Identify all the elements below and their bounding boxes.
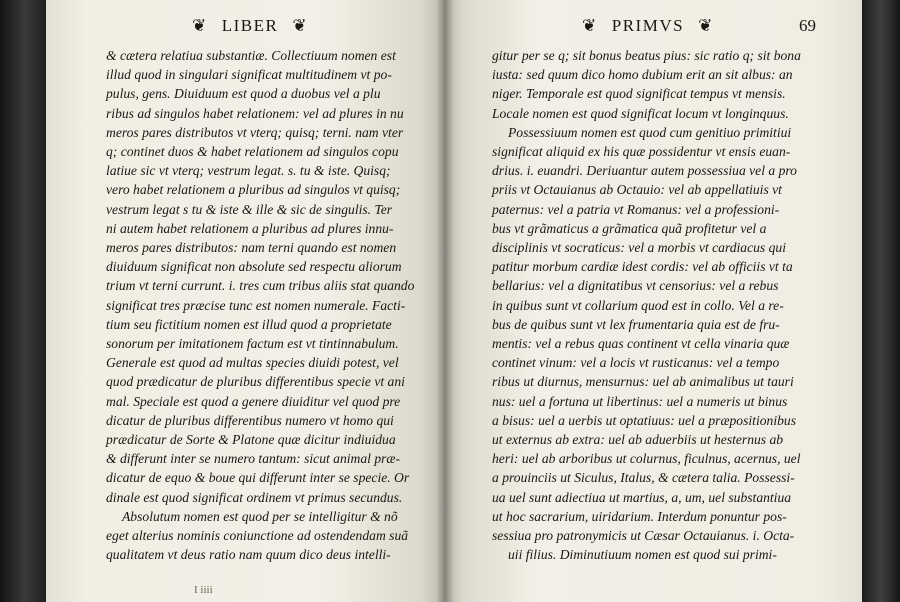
text-line: trium vt terni currunt. i. tres cum tribus aliis stat quando	[106, 278, 415, 294]
text-line: bellarius: vel a dignitatibus vt censorius: vel a rebus	[492, 278, 779, 294]
text-line: a prouinciis ut Siculus, Italus, & cætera talia. Possessi-	[492, 470, 795, 486]
text-line: heri: uel ab arboribus ut colurnus, ficulnus, acernus, uel	[492, 451, 801, 467]
text-line: bus de quibus sunt vt lex frumentaria quia est de fru-	[492, 316, 780, 332]
text-line: ut hoc sacrarium, uiridarium. Interdum ponuntur pos-	[492, 508, 787, 524]
text-line: in quibus sunt vt collarium quod est in collo. Vel a re-	[492, 297, 784, 313]
book-binding-right	[862, 0, 900, 602]
text-line: quod prædicatur de pluribus differentibus specie vt ani	[106, 374, 405, 390]
text-line: iusta: sed quum dico homo dubium erit an sit albus: an	[492, 67, 793, 83]
fleuron-ornament-icon: ❦	[698, 16, 714, 35]
text-line: ni autem habet relationem a pluribus ad plures innu-	[106, 220, 394, 236]
left-page	[46, 0, 444, 602]
text-line: patitur morbum cardiæ idest cordis: vel ab officiis vt ta	[492, 259, 793, 275]
text-line: niger. Temporale est quod significat tempus vt mensis.	[492, 86, 786, 102]
book-gutter	[436, 0, 454, 602]
left-running-head-title: LIBER	[221, 16, 279, 35]
fleuron-ornament-icon: ❦	[192, 16, 208, 35]
text-line: Possessiuum nomen est quod cum genitiuo primitiui	[508, 124, 792, 140]
text-line: vestrum legat s tu & iste & ille & sic de singulis. Ter	[106, 201, 393, 217]
text-line: priis vt Octauianus ab Octauio: vel ab appellatiuis vt	[492, 182, 782, 198]
text-line: tium seu fictitium nomen est illud quod a proprietate	[106, 316, 392, 332]
text-line: eget alterius nominis coniunctione ad ostendendam suã	[106, 528, 409, 544]
right-running-head	[492, 6, 822, 46]
text-line: Generale est quod ad multas species diuidi potest, vel	[106, 355, 399, 371]
text-line: uii filius. Diminutiuum nomen est quod sui primi-	[508, 547, 777, 563]
folio-number: 69	[799, 16, 816, 35]
text-line: gitur per se q; sit bonus beatus pius: sic ratio q; sit bona	[492, 48, 801, 63]
text-line: sonorum per imitationem factum est vt tintinnabulum.	[106, 336, 399, 352]
printer-signature: I iiii	[194, 584, 213, 596]
text-line: disciplinis vt socraticus: vel a morbis vt cardiacus qui	[492, 240, 786, 256]
text-line: Absolutum nomen est quod per se intelligitur & nõ	[122, 508, 398, 524]
text-line: ribus ut diurnus, mensurnus: uel ab animalibus ut tauri	[492, 374, 794, 390]
text-line: meros pares distributos vt vterq; quisq; terni. nam vter	[106, 124, 404, 140]
text-line: pulus, gens. Diuiduum est quod a duobus vel a plu	[106, 86, 381, 102]
text-line: mentis: vel a rebus quas continent vt cella vinaria quæ	[492, 336, 790, 352]
text-line: significat aliquid ex his quæ possidentur vt ensis euan-	[492, 144, 791, 160]
text-line: & differunt inter se numero tantum: sicut animal præ-	[106, 451, 401, 467]
text-line: qualitatem vt deus ratio nam quum dico deus intelli-	[106, 547, 391, 563]
text-line: a bisus: uel a uerbis ut optatiuus: uel a præpositionibus	[492, 412, 796, 428]
text-line: sessiua pro patronymicis ut Cæsar Octauianus. i. Octa-	[492, 528, 795, 544]
text-line: meros pares distributos: nam terni quando est nomen	[106, 240, 397, 256]
text-line: illud quod in singulari significat multitudinem vt po-	[106, 67, 392, 83]
text-line: dicatur de pluribus differentibus numero vt homo qui	[106, 412, 394, 428]
text-line: ribus ad singulos habet relationem: vel ad plures in nu	[106, 105, 404, 121]
text-line: Locale nomen est quod significat locum vt longinquus.	[492, 105, 789, 121]
fleuron-ornament-icon: ❦	[582, 16, 598, 35]
text-line: nus: uel a fortuna ut libertinus: uel a numeris ut binus	[492, 393, 788, 409]
text-line: significat tres præcise tunc est nomen numerale. Facti-	[106, 297, 406, 313]
text-line: vero habet relationem a pluribus ad singulos vt quisq;	[106, 182, 401, 198]
text-line: ut externus ab extra: uel ab aduerbiis ut hesternus ab	[492, 432, 784, 448]
right-page	[444, 0, 862, 602]
left-page-text	[106, 46, 428, 564]
right-page-text	[492, 46, 822, 564]
left-running-head	[106, 6, 428, 46]
text-line: continet vinum: vel a locis vt rusticanus: vel a tempo	[492, 355, 780, 371]
text-line: prædicatur de Sorte & Platone quæ dicitur indiuidua	[106, 432, 396, 448]
text-line: drius. i. euandri. Deriuantur autem possessiua vel a pro	[492, 163, 797, 179]
fleuron-ornament-icon: ❦	[292, 16, 309, 35]
right-running-head-title: PRIMVS	[611, 16, 685, 35]
text-line: ua uel sunt adiectiua ut martius, a, um, uel substantiua	[492, 489, 792, 505]
text-line: dinale est quod significat ordinem vt primus secundus.	[106, 489, 403, 505]
text-line: paternus: vel a patria vt Romanus: vel a professioni-	[492, 201, 780, 217]
text-line: dicatur de equo & boue qui differunt inter se specie. Or	[106, 470, 410, 486]
text-line: latiue sic vt vterq; vestrum legat. s. tu & iste. Quisq;	[106, 163, 391, 179]
text-line: & cætera relatiua substantiæ. Collectiuum nomen est	[106, 48, 396, 63]
book-binding-left	[0, 0, 46, 602]
text-line: mal. Speciale est quod a genere diuiditur vel quod pre	[106, 393, 401, 409]
text-line: diuiduum significat non absolute sed respectu aliorum	[106, 259, 402, 275]
text-line: bus vt grãmaticus a grãmatica quã profitetur vel a	[492, 220, 767, 236]
text-line: q; continet duos & habet relationem ad singulos copu	[106, 144, 399, 160]
